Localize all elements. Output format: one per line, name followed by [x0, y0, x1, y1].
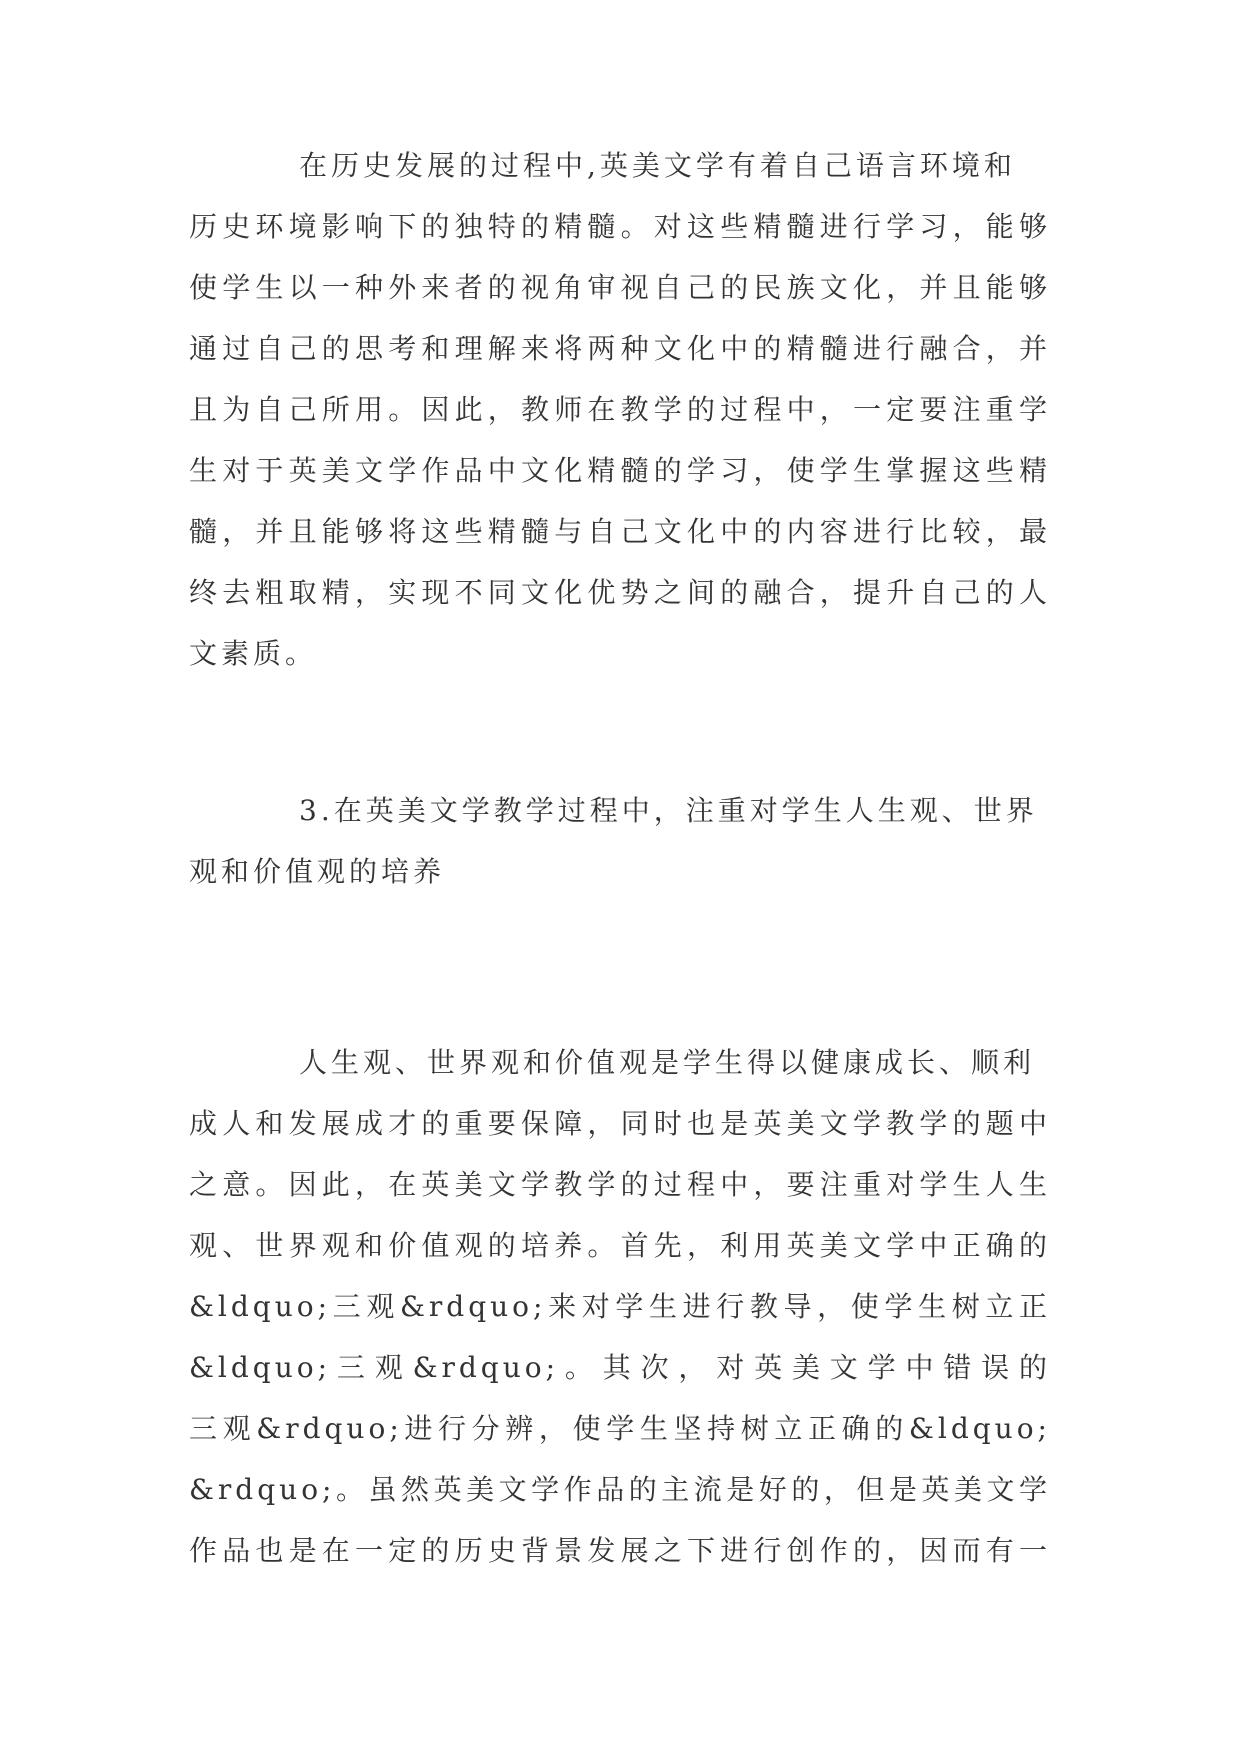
paragraph-line: 三观&rdquo;进行分辨，使学生坚持树立正确的&ldquo; [189, 1412, 1051, 1445]
paragraph-line: 观、世界观和价值观的培养。首先，利用英美文学中正确的 [189, 1229, 1051, 1262]
heading-line: 3.在英美文学教学过程中，注重对学生人生观、世界 [299, 794, 1038, 827]
paragraph-line: 作品也是在一定的历史背景发展之下进行创作的，因而有一 [189, 1534, 1051, 1567]
paragraph-line: 历史环境影响下的独特的精髓。对这些精髓进行学习，能够 [189, 210, 1051, 243]
paragraph-line: 生对于英美文学作品中文化精髓的学习，使学生掌握这些精 [189, 454, 1051, 487]
paragraph-line: &ldquo;三观&rdquo;。其次，对英美文学中错误的 [189, 1351, 1051, 1384]
paragraph-line: 终去粗取精，实现不同文化优势之间的融合，提升自己的人 [189, 576, 1051, 609]
paragraph-line: 人生观、世界观和价值观是学生得以健康成长、顺利 [299, 1046, 1036, 1079]
paragraph-line: &rdquo;。虽然英美文学作品的主流是好的，但是英美文学 [189, 1473, 1051, 1506]
paragraph-line: &ldquo;三观&rdquo;来对学生进行教导，使学生树立正 [189, 1290, 1051, 1323]
paragraph-cultural-essence [189, 135, 1051, 684]
paragraph-line: 之意。因此，在英美文学教学的过程中，要注重对学生人生 [189, 1168, 1051, 1201]
paragraph-line: 且为自己所用。因此，教师在教学的过程中，一定要注重学 [189, 393, 1051, 426]
paragraph-line: 使学生以一种外来者的视角审视自己的民族文化，并且能够 [189, 271, 1051, 304]
paragraph-line: 在历史发展的过程中,英美文学有着自己语言环境和 [299, 149, 1016, 182]
paragraph-three-views [189, 1032, 1051, 1581]
section-heading-3 [189, 780, 1051, 902]
paragraph-line: 成人和发展成才的重要保障，同时也是英美文学教学的题中 [189, 1107, 1051, 1140]
heading-line: 观和价值观的培养 [189, 855, 446, 888]
paragraph-line: 髓，并且能够将这些精髓与自己文化中的内容进行比较，最 [189, 515, 1051, 548]
paragraph-line: 文素质。 [189, 637, 318, 670]
paragraph-line: 通过自己的思考和理解来将两种文化中的精髓进行融合，并 [189, 332, 1051, 365]
